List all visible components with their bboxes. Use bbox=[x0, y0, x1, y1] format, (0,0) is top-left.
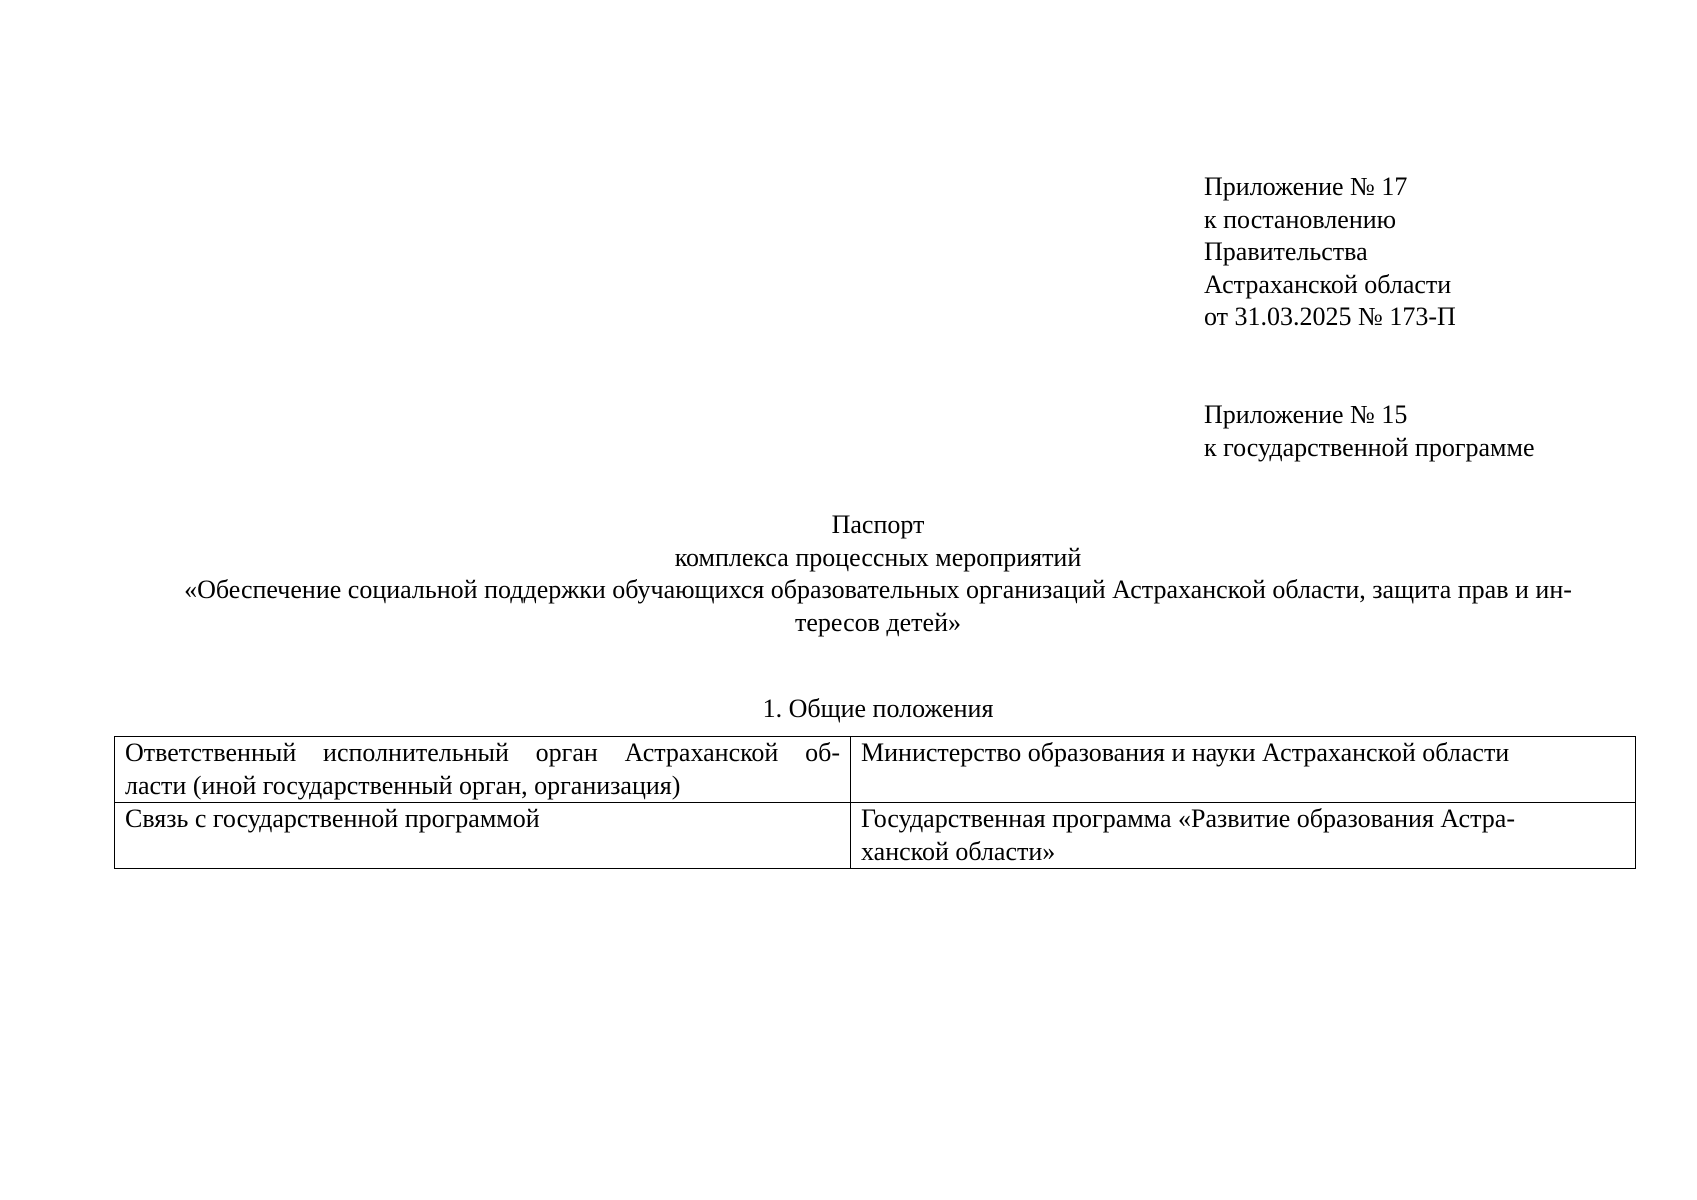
cell-text-line: ласти (иной государственный орган, организация) bbox=[125, 770, 681, 800]
appendix-17-region: Астраханской области bbox=[1204, 269, 1452, 299]
appendix-15-to-program: к государственной программе bbox=[1204, 432, 1535, 462]
appendix-17-header bbox=[1204, 171, 1456, 334]
appendix-17-government: Правительства bbox=[1204, 237, 1368, 266]
title-passport: Паспорт bbox=[831, 510, 925, 539]
cell-text-line: Государственная программа «Развитие образования Астра- bbox=[861, 804, 1515, 833]
appendix-15-header bbox=[1204, 399, 1535, 464]
appendix-17-to-resolution: к постановлению bbox=[1204, 204, 1397, 234]
table-row bbox=[115, 803, 1636, 869]
appendix-17-date-number: от 31.03.2025 № 173-П bbox=[1204, 302, 1456, 331]
section-heading-general: 1. Общие положения bbox=[762, 694, 994, 723]
cell-text-line: Ответственный исполнительный орган Астраханской об- bbox=[125, 738, 840, 767]
table-cell-label bbox=[115, 737, 851, 803]
title-name-line-2: тересов детей» bbox=[795, 607, 961, 637]
document-title bbox=[116, 509, 1640, 639]
table-cell-value bbox=[851, 737, 1636, 803]
cell-text-line: Министерство образования и науки Астраханской области bbox=[861, 738, 1510, 767]
table-cell-value bbox=[851, 803, 1636, 869]
cell-text-line: Связь с государственной программой bbox=[125, 804, 540, 833]
cell-text-line: ханской области» bbox=[861, 836, 1056, 866]
general-provisions-table bbox=[114, 736, 1636, 869]
title-complex: комплекса процессных мероприятий bbox=[674, 542, 1082, 572]
title-name-line-1: «Обеспечение социальной поддержки обучающихся образовательных организаций Астраханской области, защита прав и ин- bbox=[184, 575, 1572, 604]
appendix-17-number: Приложение № 17 bbox=[1204, 172, 1408, 201]
appendix-15-number: Приложение № 15 bbox=[1204, 400, 1408, 429]
table-cell-label bbox=[115, 803, 851, 869]
table-row bbox=[115, 737, 1636, 803]
